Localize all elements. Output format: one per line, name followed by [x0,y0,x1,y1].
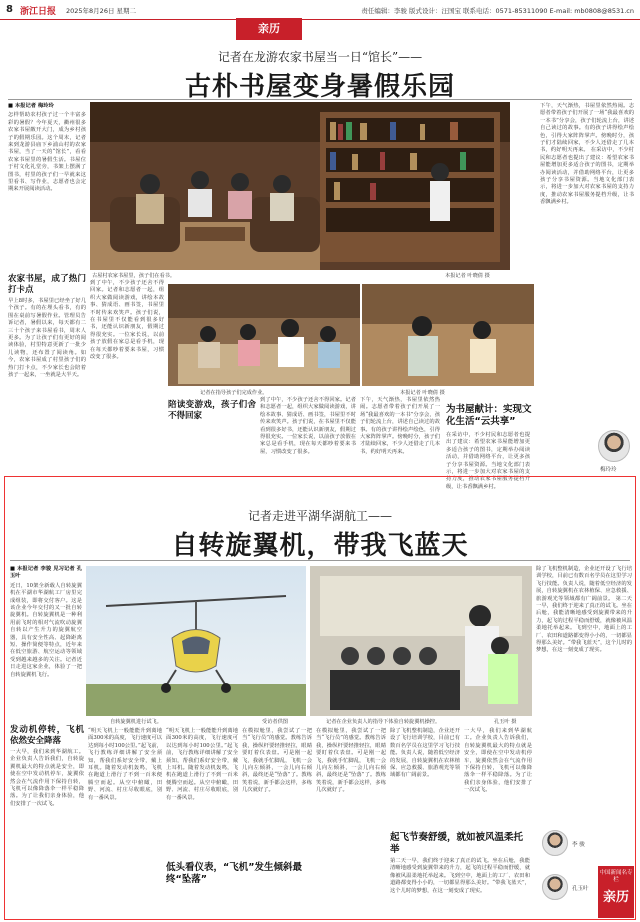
column-brand-logo [598,866,634,918]
paper-name: 浙江日报 [20,7,57,17]
story1-main-photo [90,102,510,270]
story2-photo-cockpit [310,566,532,716]
story1-text-3: 下午，天气渐热，书屋里依然热闹。志愿者带着孩子们开展了一场“我最喜欢的一本书”分享会，孩子们轮流上台，讲述自己读过的故事。有的孩子讲得绘声绘色，引得大家阵阵掌声。傍晚时分，孩子们才陆续回家，不少人还借走了几本书，约好明天再来。 [540,103,634,154]
author-name: 梅玲玲 [600,467,617,473]
story2-photo-right-credit: 孔玉叶 摄 [494,719,517,725]
author-portrait [542,874,568,900]
page-number: 8 [6,4,13,15]
story1-text-4-right: 在采访中，不少村民和志愿者也提出了建议：希望农家书屋能增加更多适合孩子的图书，定期举办阅读活动，并借助网络平台，让更多孩子分享书屋资源。当地文化部门表示，将进一步加大对农家书屋的支持力度，推动农家书屋服务提档升级，让书香飘满乡村。 [540,147,634,206]
story1-text-1: 早上8时多，书屋里已经坐了好几个孩子。有的在埋头看书，有的围在桌前写暑假作业。管理员告诉记者，暑假以来，每天都有二三十个孩子来书屋看书，周末人更多。为了让孩子们有更好的阅读体验，村里特意更新了一批少儿读物，还布置了阅读角。如今，农家书屋成了村里孩子们的热门打卡点，不少家长也会陪着孩子一起来，一坐就是大半天。 [8,298,86,379]
editor-credits: 责任编辑：李骏 版式设计：汪国宝 联系电话：0571-85311090 E-mail: mb0808@8531.cn [361,7,634,15]
story1-photo2 [168,284,360,386]
author-name: 孔玉叶 [572,886,589,892]
masthead [0,0,640,20]
story1-column-a [8,271,86,481]
story2-text-1b: 一大早，我们来到华湖航工。企业负责人告诉我们，自转旋翼机最大的特点就是安全，即使在空中发动机停车，旋翼依然会在气流作用下保持自转，飞机可以像降落伞一样平稳降落。为了让我们亲身体验，他们安排了一次试飞。 [464,728,532,794]
story2-intro: 近日，10架全新载人自转旋翼机在平湖市华湖航工厂房里完成组装，即将交付客户。这是该企业今年交付的又一批自转旋翼机。自转旋翼机是一种利用前飞时的相对气流吹动旋翼自转以产生升力的旋翼航空器，具有安全性高、起降距离短、操作简便等特点，近年来在低空旅游、航空运动等领域受到越来越多的关注。记者近日走进这家企业，体验了一把自转旋翼机飞行。 [10,582,82,678]
story2-column-g [390,858,530,916]
story1-column-d [260,397,356,475]
story2-subhead-1: 发动机停转，飞机依然安全降落 [10,725,84,746]
story1-text-2b: 到了中午，不少孩子还舍不得回家。记者和志愿者一起，组织大家做阅读游戏，讲绘本故事、猜成语、画书签，书屋里不时传来欢笑声。孩子们说，在书屋里不仅能看到很多好书，还能认识新朋友，假期过得很充实。一位家长说，以前孩子放假在家总是看手机，现在每天都吵着要来书屋，习惯改变了很多。 [260,397,356,455]
story2-headline: 自转旋翼机，带我飞蓝天 [171,531,469,561]
section-tab: 亲历 [236,18,302,40]
story2-photo-left-caption: 自转旋翼机进行试飞。 [110,719,162,725]
story2-column-f [390,728,460,828]
story2-column-c [166,728,238,858]
story1-photo1-credit: 本报记者 叶晓倩 摄 [445,273,490,279]
story2-column-a [10,722,84,916]
story2-photo-gyroplane [86,566,306,716]
story2-text-2: “明天飞机上一般能能升到离地面300米的高度，飞行速度可以达到每小时100公里。”起飞前，飞行教练详细讲解了安全须知，帮我们系好安全带，戴上耳机。随着发动机轰鸣，飞机在跑道上滑行了不到一百米便腾空而起。从空中俯瞰，田野、河流、村庄尽收眼底，别有一番风景。 [88,728,162,801]
author-portrait [542,830,568,856]
story2-photo-left-credit: 受访者供图 [262,719,288,725]
story1-intro: 怎样帮助农村孩子过一个丰富多彩的暑假？今年夏天，衢州很多农家书屋敞开大门，成为乡村孩子的假期乐园。这个周末，记者来到龙游县庙下乡浦山村的农家书屋，当了一天的“馆长”，看看农家书屋里的暑假生活。书屋位于村文化礼堂旁，书架上摆满了图书，村里的孩子们一早就来这里看书、写作业，志愿者也会定期来开展阅读活动。 [8,112,86,193]
story2-kicker: 记者走进平湖华湖航工—— [247,509,392,523]
divider [8,99,632,100]
story1-text-4: 在采访中，不少村民和志愿者也提出了建议：希望农家书屋能增加更多适合孩子的图书，定期举办阅读活动，并借助网络平台，让更多孩子分享书屋资源。当地文化部门表示，将进一步加大对农家书屋的支持力度，推动农家书屋服务提档升级，让书香飘满乡村。 [446,432,530,490]
story1-column-f [446,432,530,490]
story1-subhead-2: 陪读变游戏，孩子们舍不得回家 [168,400,256,421]
story2-photo-right-caption: 记者在企业负责人的指导下体验自转旋翼机操控。 [326,719,441,725]
story1-text-3b: 下午，天气渐热，书屋里依然热闹。志愿者带着孩子们开展了一场“我最喜欢的一本书”分享会，孩子们轮流上台，讲述自己读过的故事。有的孩子讲得绘声绘色，引得大家阵阵掌声。傍晚时分，孩子们才陆续回家，不少人还借走了几本书，约好明天再来。 [360,397,440,455]
story2-text-2b: “明天飞机上一般能能升到离地面300米的高度，飞行速度可以达到每小时100公里。”起飞前，飞行教练详细讲解了安全须知，帮我们系好安全带，戴上耳机。随着发动机轰鸣，飞机在跑道上滑行了不到一百米便腾空而起。从空中俯瞰，田野、河流、村庄尽收眼底，别有一番风景。 [166,728,238,801]
story2-column-h [464,728,532,828]
story2-text-3: 在模拟舱里，我尝试了一把当“飞行员”的感觉。教练告诉我，操纵杆要轻推轻拉，眼睛要盯着仪表盘。可是刚一起飞，我就手忙脚乱，飞机一会儿向左倾斜，一会儿向右倾斜，最终还是“坠落”了。教练笑着说，新手都会这样，多练几次就好了。 [242,728,312,794]
brand-line-2: 亲历 [602,890,629,905]
author-name: 李 骏 [572,842,585,848]
story2-text-5b: 第二天一早，我们终于迎来了真正的试飞。坐在后舱，我能清晰地感受到旋翼带来的升力，起飞的过程平稳而舒缓，就像被风温柔地托举起来。飞到空中，地面上的工厂、农田和道路都变得小小的，一切都显得那么美好。“带我飞蓝天”，这个儿时的梦想，在这一刻变成了现实。 [390,858,530,894]
story1-intro-column [8,103,86,269]
story1-column-c [168,397,256,475]
story1-column-right [540,103,634,475]
story1-column-e [360,397,440,475]
story2-subhead-3: 起飞节奏舒缓，就如被风温柔托举 [390,832,524,855]
story1-kicker: 记者在龙游农家书屋当一日“馆长”—— [217,50,423,64]
story2-text-5: 第二天一早，我们终于迎来了真正的试飞。坐在后舱，我能清晰地感受到旋翼带来的升力，起飞的过程平稳而舒缓，就像被风温柔地托举起来。飞到空中，地面上的工厂、农田和道路都变得小小的，一切都显得那么美好。“带我飞蓝天”，这个儿时的梦想，在这一刻变成了现实。 [536,595,632,654]
story1-headline: 古朴书屋变身暑假乐园 [184,72,455,102]
story1-subhead-1: 农家书屋，成了热门打卡点 [8,274,86,295]
issue-date: 2025年8月26日 星期二 [66,7,137,15]
story2-text-4b: 除了飞机整机制造，企业还开设了飞行培训学校，目前已有数百名学员在这里学习飞行技能。负责人说，随着低空经济的发展，自转旋翼机在农林植保、应急救援、旅游观光等领域都有广阔前景。 [390,728,460,779]
story1-column-b [90,280,164,476]
story2-text-1: 一大早，我们来到华湖航工。企业负责人告诉我们，自转旋翼机最大的特点就是安全，即使在空中发动机停车，旋翼依然会在气流作用下保持自转，飞机可以像降落伞一样平稳降落。为了让我们亲身体验，他们安排了一次试飞。 [10,749,84,807]
story1-photo3 [362,284,534,386]
story2-text-3b: 在模拟舱里，我尝试了一把当“飞行员”的感觉。教练告诉我，操纵杆要轻推轻拉，眼睛要盯着仪表盘。可是刚一起飞，我就手忙脚乱，飞机一会儿向左倾斜，一会儿向右倾斜，最终还是“坠落”了。教练笑着说，新手都会这样，多练几次就好了。 [316,728,386,794]
author-portrait [598,430,630,462]
brand-line-1: 中国新闻名专栏 [599,870,633,883]
divider [10,560,630,561]
story1-photo1-caption: 古屋村农家书屋里，孩子们在看书。 [92,273,176,279]
story2-intro-column [10,566,82,716]
story2-column-e [316,728,386,916]
story1-photo2-caption: 记者在指导孩子们完成作业。 [200,390,268,396]
story2-byline: ■ 本报记者 李骏 见习记者 孔玉叶 [10,566,82,580]
story1-subhead-3: 为书屋献计：实现文化生活“云共享” [446,404,532,427]
story2-column-d [242,728,312,858]
story2-subhead-2: 低头看仪表，“飞机”发生倾斜最终“坠落” [166,862,302,885]
story1-photo3-credit: 本报记者 叶晓倩 摄 [400,390,445,396]
story2-text-4: 除了飞机整机制造，企业还开设了飞行培训学校，目前已有数百名学员在这里学习飞行技能。负责人说，随着低空经济的发展，自转旋翼机在农林植保、应急救援、旅游观光等领域都有广阔前景。 [536,566,632,602]
story1-byline: ■ 本报记者 梅玲玲 [8,103,54,109]
story2-column-b [88,728,162,916]
story1-text-2: 到了中午，不少孩子还舍不得回家。记者和志愿者一起，组织大家做阅读游戏，讲绘本故事、猜成语、画书签，书屋里不时传来欢笑声。孩子们说，在书屋里不仅能看到很多好书，还能认识新朋友，假期过得很充实。一位家长说，以前孩子放假在家总是看手机，现在每天都吵着要来书屋，习惯改变了很多。 [90,280,164,361]
story2-column-right [536,566,632,864]
